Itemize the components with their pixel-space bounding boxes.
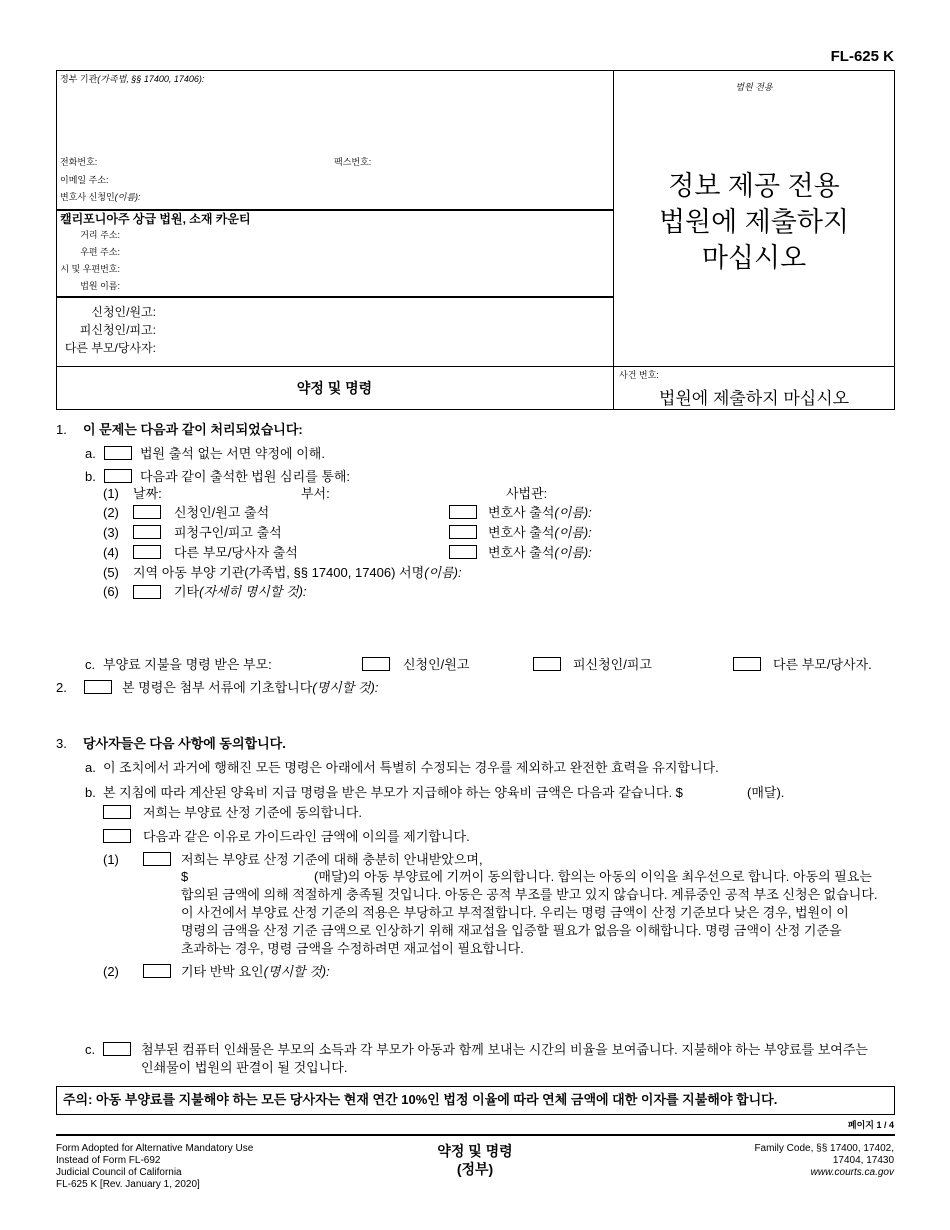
rebuttal1-line3: 합의된 금액에 의해 적절하게 충족될 것입니다. 아동은 공적 부조를 받고 있지 않습니다. 계류중인 공적 부조 신청은 없습니다. — [181, 887, 878, 902]
date-label: 날짜: — [133, 486, 162, 501]
petitioner-attorney-label: 변호사 출석(이름): — [488, 505, 592, 520]
rebuttal1-line1: 저희는 부양료 산정 기준에 대해 충분히 안내받았으며, — [181, 852, 483, 867]
attorney-label: 변호사 신청인(이름): — [60, 192, 141, 202]
rebuttal1-line6: 초과하는 경우, 명령 금액을 수정하려면 재교섭이 필요합니다. — [181, 941, 524, 956]
item1b4-number: (4) — [103, 545, 119, 560]
item1-title: 이 문제는 다음과 같이 처리되었습니다: — [83, 422, 303, 437]
petitioner-present-label: 신청인/원고 출석 — [174, 505, 270, 520]
rebuttal2-checkbox[interactable] — [143, 964, 171, 978]
agree-guideline-checkbox[interactable] — [103, 805, 131, 819]
item3a-text: 이 조치에서 과거에 행해진 모든 명령은 아래에서 특별히 수정되는 경우를 제외하고 완전한 효력을 유지합니다. — [103, 760, 719, 775]
item1b3-number: (3) — [103, 525, 119, 540]
other-present-label: 다른 부모/당사자 출석 — [174, 545, 298, 560]
footer-title: 약정 및 명령 (정부) — [437, 1143, 513, 1177]
fax-label: 팩스번호: — [334, 157, 372, 167]
rebuttal1-line4: 이 사건에서 부양료 산정 기준의 적용은 부당하고 부적절합니다. 우리는 명령 금액이 산정 기준보다 낮은 경우, 법원이 이 — [181, 905, 849, 920]
mailing-label: 우편 주소: — [80, 247, 120, 257]
rebuttal1-line2: (매달)의 아동 부양료에 기꺼이 동의합니다. 합의는 아동의 이익을 최우선으로 합니다. 아동의 필요는 — [314, 869, 872, 884]
rebuttal1-line5: 명령의 금액을 산정 기준 금액으로 인상하기 위해 재교섭을 입증할 필요가 없음을 이해합니다. 명령 금액이 산정 기준을 — [181, 923, 842, 938]
city-label: 시 및 우편번호: — [60, 264, 120, 274]
dept-label: 부서: — [301, 486, 330, 501]
footer-right: Family Code, §§ 17400, 17402, 17404, 17430 www.courts.ca.gov — [754, 1143, 894, 1178]
item1a-checkbox[interactable] — [104, 446, 132, 460]
item1b2-number: (2) — [103, 505, 119, 520]
item3-title: 당사자들은 다음 사항에 동의합니다. — [83, 736, 286, 751]
case-number-label: 사건 번호: — [619, 370, 659, 380]
respondent-attorney-checkbox[interactable] — [449, 525, 477, 539]
item2-number: 2. — [56, 680, 67, 695]
footer-left: Form Adopted for Alternative Mandatory Use Instead of Form FL-692 Judicial Council of California FL-625 K [Rev. January 1, 2020] — [56, 1143, 254, 1190]
item1a-letter: a. — [85, 446, 96, 461]
respondent-attorney-label: 변호사 출석(이름): — [488, 525, 592, 540]
page-number: 페이지 1 / 4 — [847, 1120, 894, 1130]
email-label: 이메일 주소: — [60, 175, 109, 185]
street-label: 거리 주소: — [80, 230, 120, 240]
item1b6-number: (6) — [103, 584, 119, 599]
respondent-present-label: 피청구인/피고 출석 — [174, 525, 282, 540]
agree-guideline-label: 저희는 부양료 산정 기준에 동의합니다. — [143, 805, 362, 820]
payor-other-label: 다른 부모/당사자. — [773, 657, 872, 672]
other-attorney-label: 변호사 출석(이름): — [488, 545, 592, 560]
item1b1-number: (1) — [103, 486, 119, 501]
item1a-text: 법원 출석 없는 서면 약정에 이해. — [140, 446, 325, 461]
item3a-letter: a. — [85, 760, 96, 775]
petitioner-label: 신청인/원고: — [91, 305, 156, 319]
court-title: 캘리포니아주 상급 법원, 소재 카운티 — [60, 212, 251, 226]
item3c-line1: 첨부된 컴퓨터 인쇄물은 부모의 소득과 각 부모가 아동과 함께 보내는 시간의 비율을 보여줍니다. 지불해야 하는 부양료를 보여주는 — [141, 1042, 868, 1057]
other-present-checkbox[interactable] — [133, 545, 161, 559]
phone-label: 전화번호: — [60, 157, 98, 167]
petitioner-present-checkbox[interactable] — [133, 505, 161, 519]
judge-label: 사법관: — [506, 486, 548, 501]
dispute-guideline-label: 다음과 같은 이유로 가이드라인 금액에 이의를 제기합니다. — [143, 829, 470, 844]
rebuttal1-checkbox[interactable] — [143, 852, 171, 866]
item3b-per-month: (매달). — [747, 785, 785, 800]
payor-petitioner-checkbox[interactable] — [362, 657, 390, 671]
item1c-letter: c. — [85, 657, 96, 672]
item3-number: 3. — [56, 736, 67, 751]
petitioner-attorney-checkbox[interactable] — [449, 505, 477, 519]
item3b-text: 본 지침에 따라 계산된 양육비 지급 명령을 받은 부모가 지급해야 하는 양육비 금액은 다음과 같습니다. $ — [103, 785, 683, 800]
agency-label: 정부 기관(가족법, §§ 17400, 17406): — [60, 74, 205, 84]
item3c-letter: c. — [85, 1042, 96, 1057]
court-use-label: 법원 전용 — [735, 82, 773, 92]
item1-number: 1. — [56, 422, 67, 437]
item3b1-number: (1) — [103, 852, 119, 867]
item1b-text: 다음과 같이 출석한 법원 심리를 통해: — [140, 469, 351, 484]
info-notice: 정보 제공 전용 법원에 제출하지 마십시오 — [658, 171, 850, 273]
payor-respondent-checkbox[interactable] — [533, 657, 561, 671]
branch-label: 법원 이름: — [80, 281, 120, 291]
rebuttal2-label: 기타 반박 요인(명시할 것): — [181, 964, 330, 979]
payor-respondent-label: 피신청인/피고 — [573, 657, 652, 672]
other-checkbox[interactable] — [133, 585, 161, 599]
other-attorney-checkbox[interactable] — [449, 545, 477, 559]
item3c-checkbox[interactable] — [103, 1042, 131, 1056]
form-number: FL-625 K — [830, 48, 894, 65]
case-number-value: 법원에 제출하지 마십시오 — [658, 389, 850, 408]
other-parent-label: 다른 부모/당사자: — [64, 341, 156, 355]
item1b-checkbox[interactable] — [104, 469, 132, 483]
item1b5-number: (5) — [103, 565, 119, 580]
item1b-letter: b. — [85, 469, 96, 484]
item3c-line2: 인쇄물이 법원의 판결이 될 것입니다. — [141, 1060, 348, 1075]
dispute-guideline-checkbox[interactable] — [103, 829, 131, 843]
item3b-letter: b. — [85, 785, 96, 800]
respondent-present-checkbox[interactable] — [133, 525, 161, 539]
form-title: 약정 및 명령 — [296, 380, 373, 396]
respondent-label: 피신청인/피고: — [79, 323, 156, 337]
payor-other-checkbox[interactable] — [733, 657, 761, 671]
item1c-text: 부양료 지불을 명령 받은 부모: — [103, 657, 272, 672]
item2-text: 본 명령은 첨부 서류에 기초합니다(명시할 것): — [122, 680, 379, 695]
interest-notice-text: 주의: 아동 부양료를 지불해야 하는 모든 당사자는 현재 연간 10%인 법정 이율에 따라 연체 금액에 대한 이자를 지불해야 합니다. — [63, 1092, 778, 1107]
agency-signed-label: 지역 아동 부양 기관(가족법, §§ 17400, 17406) 서명(이름): — [133, 565, 462, 580]
item2-checkbox[interactable] — [84, 680, 112, 694]
payor-petitioner-label: 신청인/원고 — [403, 657, 470, 672]
other-label: 기타(자세히 명시할 것): — [174, 584, 307, 599]
rebuttal1-dollar: $ — [181, 869, 189, 884]
item3b2-number: (2) — [103, 964, 119, 979]
